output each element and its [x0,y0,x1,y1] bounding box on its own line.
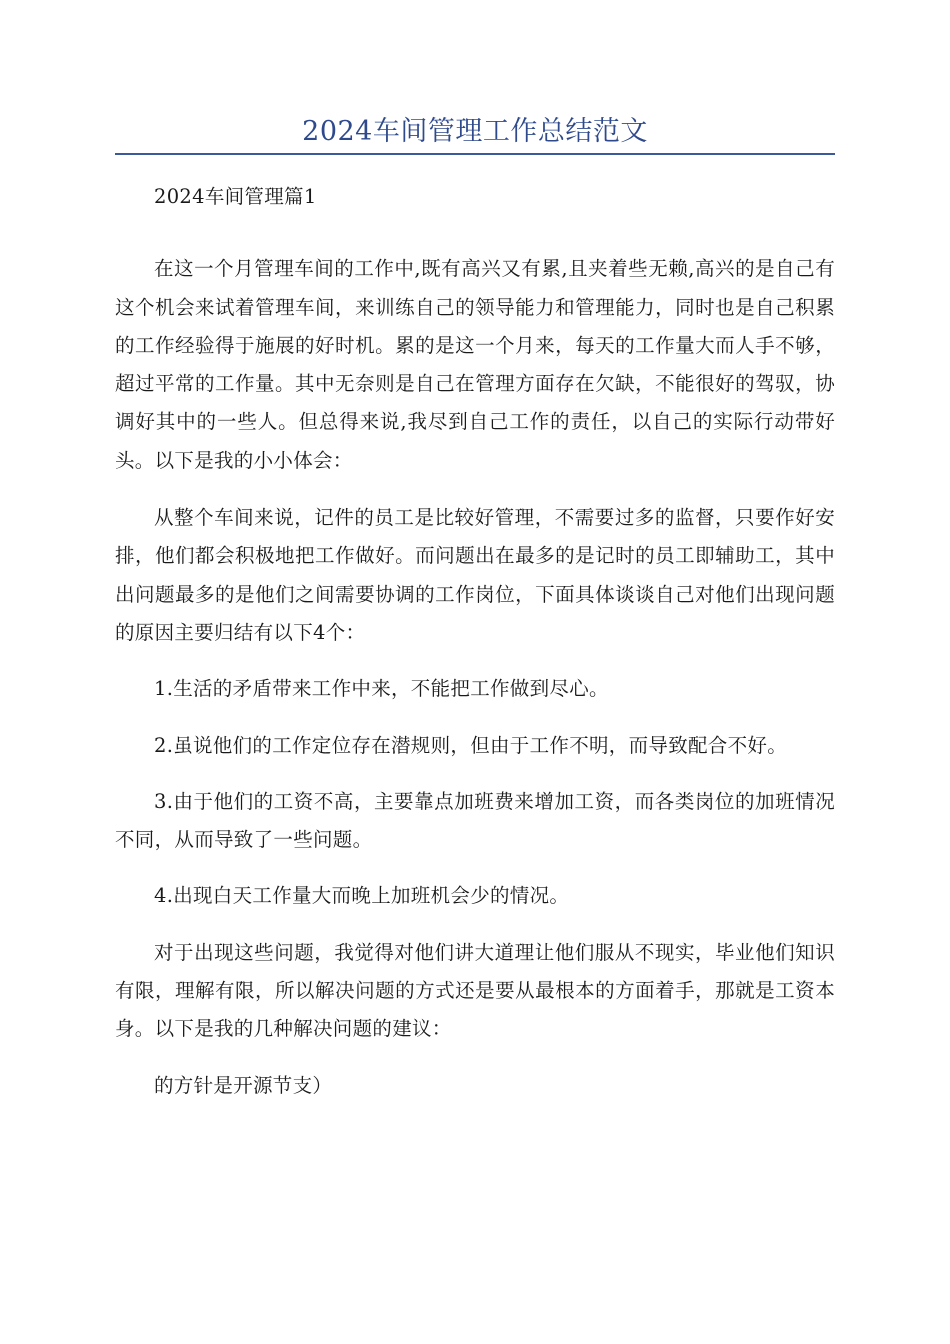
paragraph: 从整个车间来说，记件的员工是比较好管理，不需要过多的监督，只要作好安排，他们都会积极地把工作做好。而问题出在最多的是记时的员工即辅助工，其中出问题最多的是他们之间需要协调的工作岗位，下面具体谈谈自己对他们出现问题的原因主要归结有以下4个： [115,506,835,644]
list-item: 4.出现白天工作量大而晚上加班机会少的情况。 [154,884,570,908]
document-title: 2024车间管理工作总结范文 [302,116,648,147]
list-item: 2.虽说他们的工作定位存在潜规则，但由于工作不明，而导致配合不好。 [154,733,788,757]
document-body [115,152,835,1105]
paragraph: 对于出现这些问题，我觉得对他们讲大道理让他们服从不现实，毕业他们知识有限，理解有限，所以解决问题的方式还是要从最根本的方面着手，那就是工资本身。以下是我的几种解决问题的建议： [115,940,835,1041]
paragraph: 在这一个月管理车间的工作中,既有高兴又有累,且夹着些无赖,高兴的是自己有这个机会来试着管理车间，来训练自己的领导能力和管理能力，同时也是自己积累的工作经验得于施展的好时机。累的是这一个月来，每天的工作量大而人手不够，超过平常的工作量。其中无奈则是自己在管理方面存在欠缺，不能很好的驾驭，协调好其中的一些人。但总得来说,我尽到自己工作的责任，以自己的实际行动带好头。以下是我的小小体会： [115,257,835,472]
paragraph: 的方针是开源节支） [154,1073,333,1097]
list-item: 3.由于他们的工资不高，主要靠点加班费来增加工资，而各类岗位的加班情况不同，从而导致了一些问题。 [115,789,835,852]
section-heading: 2024车间管理篇1 [154,185,317,208]
list-item: 1.生活的矛盾带来工作中来，不能把工作做到尽心。 [154,677,609,701]
